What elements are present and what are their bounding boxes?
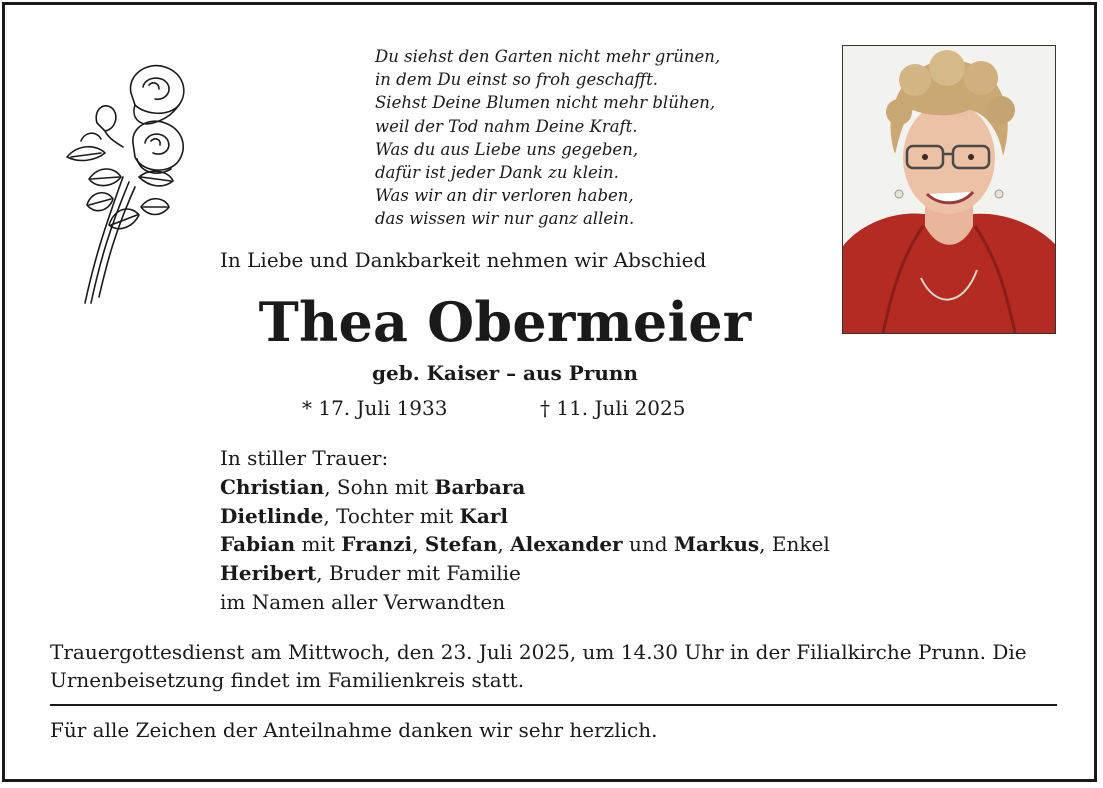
poem-line: weil der Tod nahm Deine Kraft. <box>375 116 638 136</box>
divider-rule <box>50 704 1057 706</box>
mourner-name: Fabian <box>220 532 296 557</box>
mourner-text: und <box>622 532 674 557</box>
mourner-text: , Bruder mit Familie <box>316 561 521 586</box>
poem-line: Siehst Deine Blumen nicht mehr blühen, <box>375 93 716 113</box>
mourner-line <box>220 502 830 531</box>
mourner-name: Barbara <box>434 474 526 499</box>
mourner-text: , <box>412 532 425 557</box>
mourner-line <box>220 559 830 588</box>
mourners-intro: In stiller Trauer: <box>220 446 389 470</box>
mourner-name: Christian <box>220 474 325 499</box>
mourner-name: Alexander <box>510 532 623 557</box>
mourner-name: Heribert <box>220 561 317 586</box>
mourner-text: , Sohn mit <box>324 474 435 499</box>
poem <box>375 45 825 231</box>
mourner-text: , Tochter mit <box>323 503 460 528</box>
poem-line: Was du aus Liebe uns gegeben, <box>375 139 639 159</box>
poem-line: in dem Du einst so froh geschafft. <box>375 70 658 90</box>
birth-date: * 17. Juli 1933 <box>302 396 448 420</box>
mourner-name: Karl <box>459 503 509 528</box>
obituary-card <box>2 2 1097 782</box>
mourner-text: , Enkel <box>759 532 830 557</box>
farewell-text: In Liebe und Dankbarkeit nehmen wir Abschied <box>220 248 707 272</box>
mourner-name: Markus <box>673 532 760 557</box>
mourners-list <box>220 444 830 617</box>
rose-illustration-icon <box>61 57 197 307</box>
mourner-name: Franzi <box>341 532 413 557</box>
deceased-name: Thea Obermeier <box>258 290 752 354</box>
birth-name-origin: geb. Kaiser – aus Prunn <box>372 361 638 385</box>
death-date: † 11. Juli 2025 <box>540 396 686 420</box>
service-info: Trauergottesdienst am Mittwoch, den 23. Juli 2025, um 14.30 Uhr in der Filialkirche Prunn. Die Urnenbeisetzung findet im Familienkreis statt. <box>50 640 1027 692</box>
poem-line: Was wir an dir verloren haben, <box>375 186 634 206</box>
mourner-name: Dietlinde <box>220 503 324 528</box>
mourner-line <box>220 530 830 559</box>
mourner-line: im Namen aller Verwandten <box>220 589 506 614</box>
mourner-text: , <box>497 532 511 557</box>
thanks-text: Für alle Zeichen der Anteilnahme danken wir sehr herzlich. <box>50 718 658 742</box>
poem-line: das wissen wir nur ganz allein. <box>375 209 635 229</box>
mourner-text: mit <box>295 532 342 557</box>
mourner-line <box>220 473 830 502</box>
poem-line: dafür ist jeder Dank zu klein. <box>375 163 619 183</box>
mourner-name: Stefan <box>424 532 498 557</box>
poem-line: Du siehst den Garten nicht mehr grünen, <box>375 47 721 66</box>
